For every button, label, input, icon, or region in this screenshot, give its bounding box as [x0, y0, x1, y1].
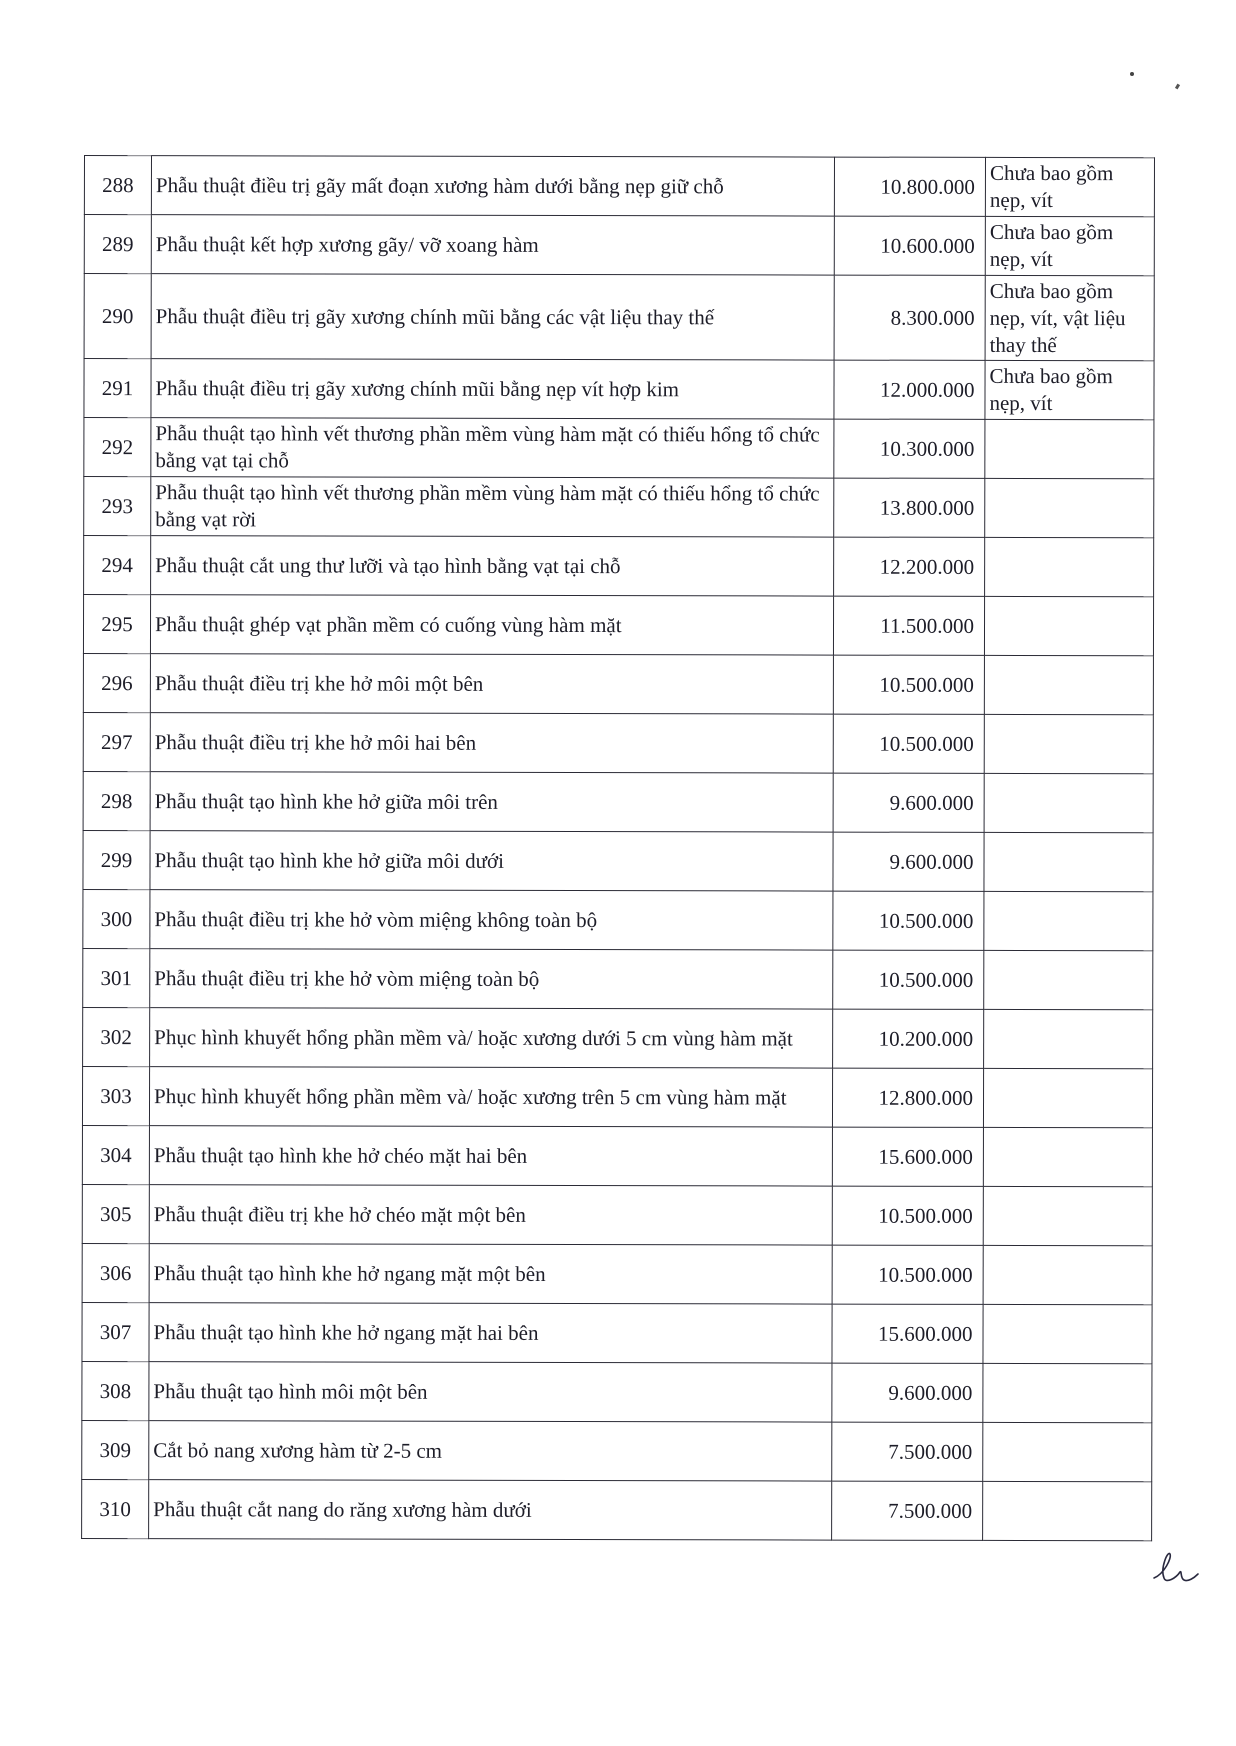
table-row	[83, 1007, 1153, 1068]
service-name: Cắt bỏ nang xương hàm từ 2-5 cm	[149, 1421, 832, 1481]
table-row	[82, 1479, 1152, 1540]
service-name: Phẫu thuật kết hợp xương gãy/ vỡ xoang hàm	[151, 215, 834, 275]
table-row	[83, 948, 1153, 1009]
service-note: Chưa bao gồm nẹp, vít, vật liệu thay thế	[985, 275, 1154, 360]
table-row	[83, 653, 1153, 714]
price-table	[81, 155, 1155, 1541]
service-name: Phẫu thuật điều trị khe hở môi hai bên	[150, 713, 833, 773]
row-number: 292	[84, 418, 151, 477]
service-note	[983, 1422, 1152, 1481]
service-price: 12.200.000	[834, 537, 985, 596]
table-row	[83, 771, 1153, 832]
service-price: 10.600.000	[834, 216, 985, 275]
service-name: Phẫu thuật điều trị gãy xương chính mũi bằng các vật liệu thay thế	[151, 274, 834, 360]
service-name: Phẫu thuật tạo hình khe hở giữa môi trên	[150, 772, 833, 832]
table-row	[82, 1420, 1152, 1481]
row-number: 297	[83, 712, 150, 771]
service-note	[984, 1009, 1153, 1068]
service-name: Phục hình khuyết hổng phần mềm và/ hoặc xương trên 5 cm vùng hàm mặt	[149, 1067, 832, 1127]
service-price: 10.500.000	[833, 655, 984, 714]
table-row	[83, 712, 1153, 773]
table-row	[84, 477, 1154, 538]
handwritten-initial-signature	[1150, 1548, 1200, 1588]
service-price: 10.500.000	[832, 1245, 983, 1304]
row-number: 296	[83, 653, 150, 712]
row-number: 300	[83, 889, 150, 948]
service-price: 10.300.000	[834, 419, 985, 478]
service-name: Phẫu thuật điều trị khe hở môi một bên	[150, 654, 833, 714]
service-note	[984, 655, 1153, 714]
service-price: 7.500.000	[832, 1422, 983, 1481]
service-name: Phẫu thuật điều trị gãy xương chính mũi bằng nẹp vít hợp kim	[151, 359, 834, 419]
scan-speck	[1175, 84, 1180, 90]
service-note	[984, 714, 1153, 773]
table-row	[82, 1184, 1152, 1245]
table-row	[84, 215, 1154, 276]
service-price: 10.500.000	[833, 714, 984, 773]
service-name: Phẫu thuật tạo hình vết thương phần mềm vùng hàm mặt có thiếu hổng tổ chức bằng vạt rời	[151, 477, 834, 537]
service-price: 10.500.000	[832, 1186, 983, 1245]
row-number: 289	[84, 215, 151, 274]
service-price: 10.200.000	[833, 1009, 984, 1068]
service-note	[984, 596, 1153, 655]
service-price: 10.800.000	[834, 157, 985, 216]
table-row	[84, 274, 1154, 361]
row-number: 298	[83, 771, 150, 830]
table-row	[83, 595, 1153, 656]
table-row	[84, 359, 1154, 420]
table-row	[82, 1361, 1152, 1422]
service-note	[983, 1481, 1152, 1540]
service-note	[985, 478, 1154, 537]
row-number: 306	[82, 1243, 149, 1302]
row-number: 293	[84, 477, 151, 536]
service-name: Phẫu thuật điều trị gãy mất đoạn xương hàm dưới bằng nẹp giữ chỗ	[151, 156, 834, 216]
table-row	[82, 1302, 1152, 1363]
scan-speck	[1130, 72, 1134, 76]
service-name: Phẫu thuật điều trị khe hở vòm miệng toàn bộ	[150, 949, 833, 1009]
service-price: 15.600.000	[832, 1127, 983, 1186]
service-name: Phẫu thuật tạo hình khe hở chéo mặt hai bên	[149, 1126, 832, 1186]
service-name: Phẫu thuật tạo hình vết thương phần mềm vùng hàm mặt có thiếu hổng tổ chức bằng vạt tại chỗ	[151, 418, 834, 478]
service-note	[983, 1304, 1152, 1363]
service-note	[984, 891, 1153, 950]
row-number: 294	[84, 536, 151, 595]
service-price: 8.300.000	[834, 275, 985, 360]
service-name: Phẫu thuật cắt nang do răng xương hàm dưới	[149, 1480, 832, 1540]
service-note	[983, 1245, 1152, 1304]
table-row	[82, 1243, 1152, 1304]
service-name: Phẫu thuật tạo hình môi một bên	[149, 1362, 832, 1422]
row-number: 302	[83, 1007, 150, 1066]
service-note	[983, 1068, 1152, 1127]
service-note	[983, 1363, 1152, 1422]
row-number: 291	[84, 359, 151, 418]
table-row	[84, 536, 1154, 597]
service-name: Phẫu thuật tạo hình khe hở ngang mặt hai bên	[149, 1303, 832, 1363]
table-row	[83, 830, 1153, 891]
service-note	[983, 1186, 1152, 1245]
service-note	[985, 537, 1154, 596]
service-note	[984, 832, 1153, 891]
service-note	[983, 1127, 1152, 1186]
row-number: 301	[83, 948, 150, 1007]
row-number: 307	[82, 1302, 149, 1361]
service-note: Chưa bao gồm nẹp, vít	[985, 216, 1154, 275]
service-name: Phẫu thuật tạo hình khe hở giữa môi dưới	[150, 831, 833, 891]
row-number: 310	[82, 1479, 149, 1538]
row-number: 290	[84, 274, 151, 359]
table-row	[83, 889, 1153, 950]
service-note: Chưa bao gồm nẹp, vít	[985, 157, 1154, 216]
service-price: 12.800.000	[832, 1068, 983, 1127]
service-price: 10.500.000	[833, 950, 984, 1009]
row-number: 304	[82, 1125, 149, 1184]
row-number: 305	[82, 1184, 149, 1243]
service-price: 9.600.000	[833, 832, 984, 891]
table-row	[82, 1066, 1152, 1127]
service-price: 10.500.000	[833, 891, 984, 950]
row-number: 295	[83, 595, 150, 654]
table-row	[82, 1125, 1152, 1186]
row-number: 303	[82, 1066, 149, 1125]
table-row	[84, 418, 1154, 479]
service-price: 13.800.000	[834, 478, 985, 537]
row-number: 299	[83, 830, 150, 889]
service-note	[984, 950, 1153, 1009]
service-price: 7.500.000	[832, 1481, 983, 1540]
service-price: 9.600.000	[832, 1363, 983, 1422]
service-price: 12.000.000	[834, 360, 985, 419]
service-note: Chưa bao gồm nẹp, vít	[985, 360, 1154, 419]
service-name: Phẫu thuật điều trị khe hở chéo mặt một bên	[149, 1185, 832, 1245]
service-price: 15.600.000	[832, 1304, 983, 1363]
service-name: Phẫu thuật ghép vạt phần mềm có cuống vùng hàm mặt	[150, 595, 833, 655]
row-number: 309	[82, 1420, 149, 1479]
row-number: 308	[82, 1361, 149, 1420]
row-number: 288	[84, 156, 151, 215]
service-note	[984, 773, 1153, 832]
service-name: Phẫu thuật điều trị khe hở vòm miệng không toàn bộ	[150, 890, 833, 950]
service-name: Phẫu thuật tạo hình khe hở ngang mặt một bên	[149, 1244, 832, 1304]
service-name: Phẫu thuật cắt ung thư lưỡi và tạo hình bằng vạt tại chỗ	[151, 536, 834, 596]
service-price: 11.500.000	[833, 596, 984, 655]
service-note	[985, 419, 1154, 478]
service-price: 9.600.000	[833, 773, 984, 832]
service-name: Phục hình khuyết hổng phần mềm và/ hoặc xương dưới 5 cm vùng hàm mặt	[150, 1008, 833, 1068]
table-row	[84, 156, 1154, 217]
